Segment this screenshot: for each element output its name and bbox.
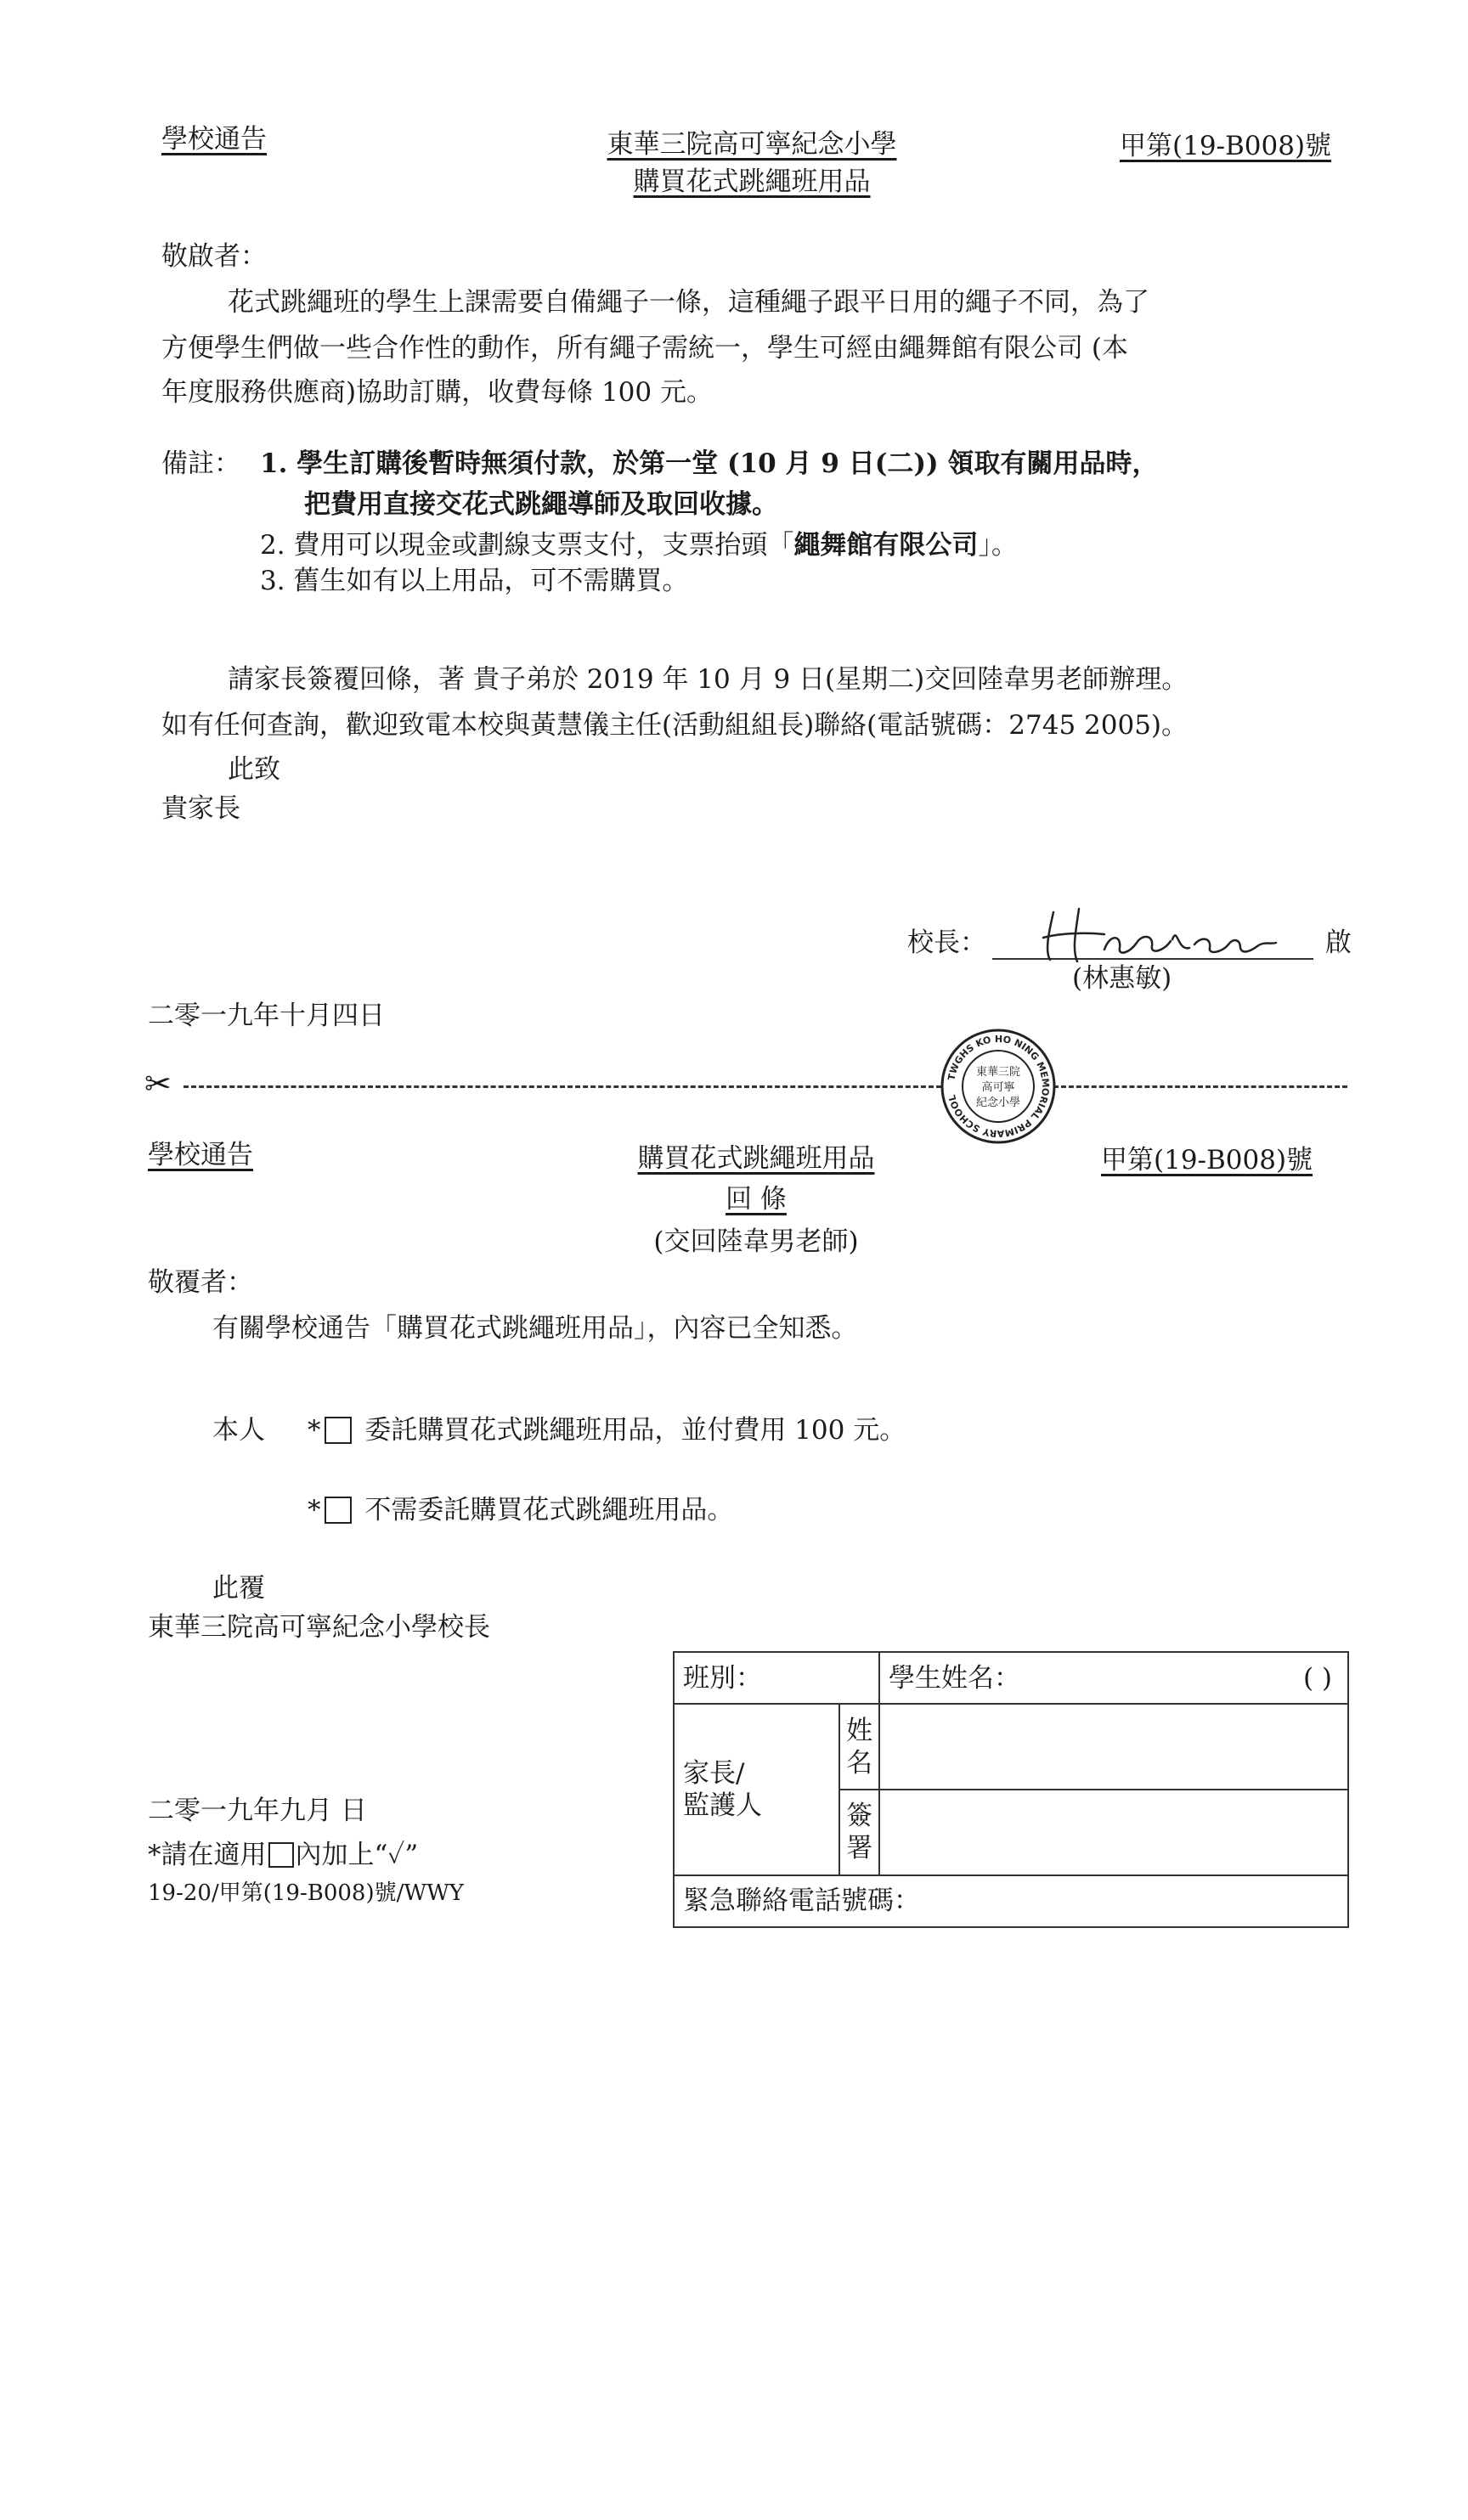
cut-line-left bbox=[184, 1085, 941, 1088]
class-cell[interactable] bbox=[674, 1652, 879, 1704]
document-code: 19-20/甲第(19-B008)號/WWY bbox=[148, 1880, 464, 1906]
sign-label-cell bbox=[839, 1790, 879, 1875]
reply-title: 回 條 bbox=[726, 1184, 787, 1215]
sign-label-1: 簽 bbox=[846, 1801, 873, 1832]
name-label-2: 名 bbox=[846, 1747, 873, 1779]
remark-2-suffix: 」。 bbox=[978, 530, 1018, 561]
paragraph-2-line-2: 如有任何查詢，歡迎致電本校與黃慧儀主任(活動組組長)聯絡(電話號碼：2745 2005)。 bbox=[161, 710, 1189, 741]
option-2 bbox=[308, 1493, 733, 1527]
option-2-checkbox[interactable] bbox=[325, 1497, 352, 1524]
guardian-label-line-1: 家長/ bbox=[683, 1757, 745, 1789]
checkbox-instruction bbox=[148, 1838, 418, 1872]
cut-line-right bbox=[1053, 1085, 1347, 1088]
instruction-suffix: 內加上“✓” bbox=[295, 1840, 419, 1870]
instruction-prefix: *請在適用 bbox=[148, 1840, 267, 1870]
emergency-contact-label: 緊急聯絡電話號碼： bbox=[683, 1886, 920, 1917]
reply-acknowledgement: 有關學校通告「購買花式跳繩班用品」，內容已全知悉。 bbox=[212, 1313, 858, 1344]
stamp-outer-text: TWGHS KO HO NING MEMORIAL PRIMARY SCHOOL bbox=[946, 1033, 1052, 1140]
option-1-checkbox[interactable] bbox=[325, 1417, 352, 1444]
option-2-asterisk: * bbox=[308, 1495, 321, 1525]
reply-return-to: (交回陸韋男老師) bbox=[653, 1226, 859, 1257]
reply-info-table bbox=[673, 1651, 1349, 1928]
instruction-box-icon bbox=[268, 1842, 294, 1868]
student-name-cell[interactable] bbox=[879, 1652, 1348, 1704]
reference-number: 甲第(19-B008)號 bbox=[1120, 131, 1332, 161]
scissors-icon: ✂ bbox=[144, 1065, 172, 1102]
remarks-label: 備註： bbox=[161, 448, 240, 479]
paragraph-1-line-3: 年度服務供應商)協助訂購，收費每條 100 元。 bbox=[161, 377, 713, 408]
paragraph-2-line-1: 請家長簽覆回條，著 貴子弟於 2019 年 10 月 9 日(星期二)交回陸韋男老師辦理。 bbox=[228, 664, 1189, 695]
stamp-inner-line-3: 紀念小學 bbox=[975, 1097, 1021, 1109]
student-number-brackets: ( ) bbox=[1302, 1662, 1332, 1694]
school-name: 東華三院高可寧紀念小學 bbox=[607, 129, 897, 160]
student-name-label: 學生姓名： bbox=[889, 1662, 1020, 1694]
notice-date: 二零一九年十月四日 bbox=[148, 1001, 385, 1031]
option-1 bbox=[308, 1413, 906, 1447]
remark-1-line-2: 把費用直接交花式跳繩導師及取回收據。 bbox=[304, 489, 778, 520]
closing-2: 貴家長 bbox=[161, 793, 240, 824]
notice-label: 學校通告 bbox=[161, 124, 267, 155]
stamp-inner-line-2: 高可寧 bbox=[981, 1081, 1015, 1094]
principal-name: (林惠敏) bbox=[1072, 963, 1172, 994]
remark-3: 3. 舊生如有以上用品，可不需購買。 bbox=[260, 566, 689, 596]
principal-sign-suffix: 啟 bbox=[1325, 927, 1352, 958]
paragraph-1-line-2: 方便學生們做一些合作性的動作，所有繩子需統一，學生可經由繩舞館有限公司 (本 bbox=[161, 333, 1128, 364]
reply-subject: 購買花式跳繩班用品 bbox=[637, 1143, 875, 1174]
guardian-name-field[interactable] bbox=[879, 1704, 1348, 1790]
paragraph-1-line-1: 花式跳繩班的學生上課需要自備繩子一條，這種繩子跟平日用的繩子不同，為了 bbox=[228, 287, 1149, 318]
name-label-1: 姓 bbox=[846, 1715, 873, 1746]
principal-label: 校長： bbox=[907, 927, 986, 958]
guardian-cell bbox=[674, 1704, 839, 1874]
school-stamp bbox=[940, 1028, 1057, 1145]
reply-notice-label: 學校通告 bbox=[148, 1140, 253, 1170]
option-1-asterisk: * bbox=[308, 1415, 321, 1446]
reply-closing-2: 東華三院高可寧紀念小學校長 bbox=[148, 1612, 490, 1643]
sign-label-2: 署 bbox=[846, 1833, 873, 1864]
guardian-label-line-2: 監護人 bbox=[683, 1790, 762, 1821]
greeting: 敬啟者： bbox=[161, 241, 267, 272]
stamp-inner-line-1: 東華三院 bbox=[975, 1066, 1021, 1079]
reply-closing-1: 此覆 bbox=[212, 1573, 265, 1604]
reply-greeting: 敬覆者： bbox=[148, 1267, 253, 1298]
reply-date: 二零一九年九月 日 bbox=[148, 1796, 367, 1826]
notice-subject: 購買花式跳繩班用品 bbox=[633, 166, 871, 197]
remark-1-line-1: 1. 學生訂購後暫時無須付款，於第一堂 (10 月 9 日(二)) 領取有關用品時， bbox=[260, 448, 1159, 479]
guardian-signature-field[interactable] bbox=[879, 1790, 1348, 1875]
principal-signature bbox=[1028, 900, 1283, 968]
remark-2-prefix: 2. 費用可以現金或劃線支票支付，支票抬頭「 bbox=[260, 530, 794, 561]
class-label: 班別： bbox=[683, 1662, 762, 1694]
closing-1: 此致 bbox=[228, 754, 280, 785]
option-2-label: 不需委託購買花式跳繩班用品。 bbox=[364, 1495, 734, 1525]
remark-2-payee: 繩舞館有限公司 bbox=[793, 530, 979, 561]
option-1-label: 委託購買花式跳繩班用品，並付費用 100 元。 bbox=[364, 1415, 906, 1446]
self-label: 本人 bbox=[212, 1415, 265, 1446]
emergency-contact-cell[interactable] bbox=[674, 1875, 1348, 1927]
remark-2 bbox=[260, 528, 1018, 562]
reply-reference-number: 甲第(19-B008)號 bbox=[1101, 1145, 1313, 1175]
name-label-cell bbox=[839, 1704, 879, 1790]
